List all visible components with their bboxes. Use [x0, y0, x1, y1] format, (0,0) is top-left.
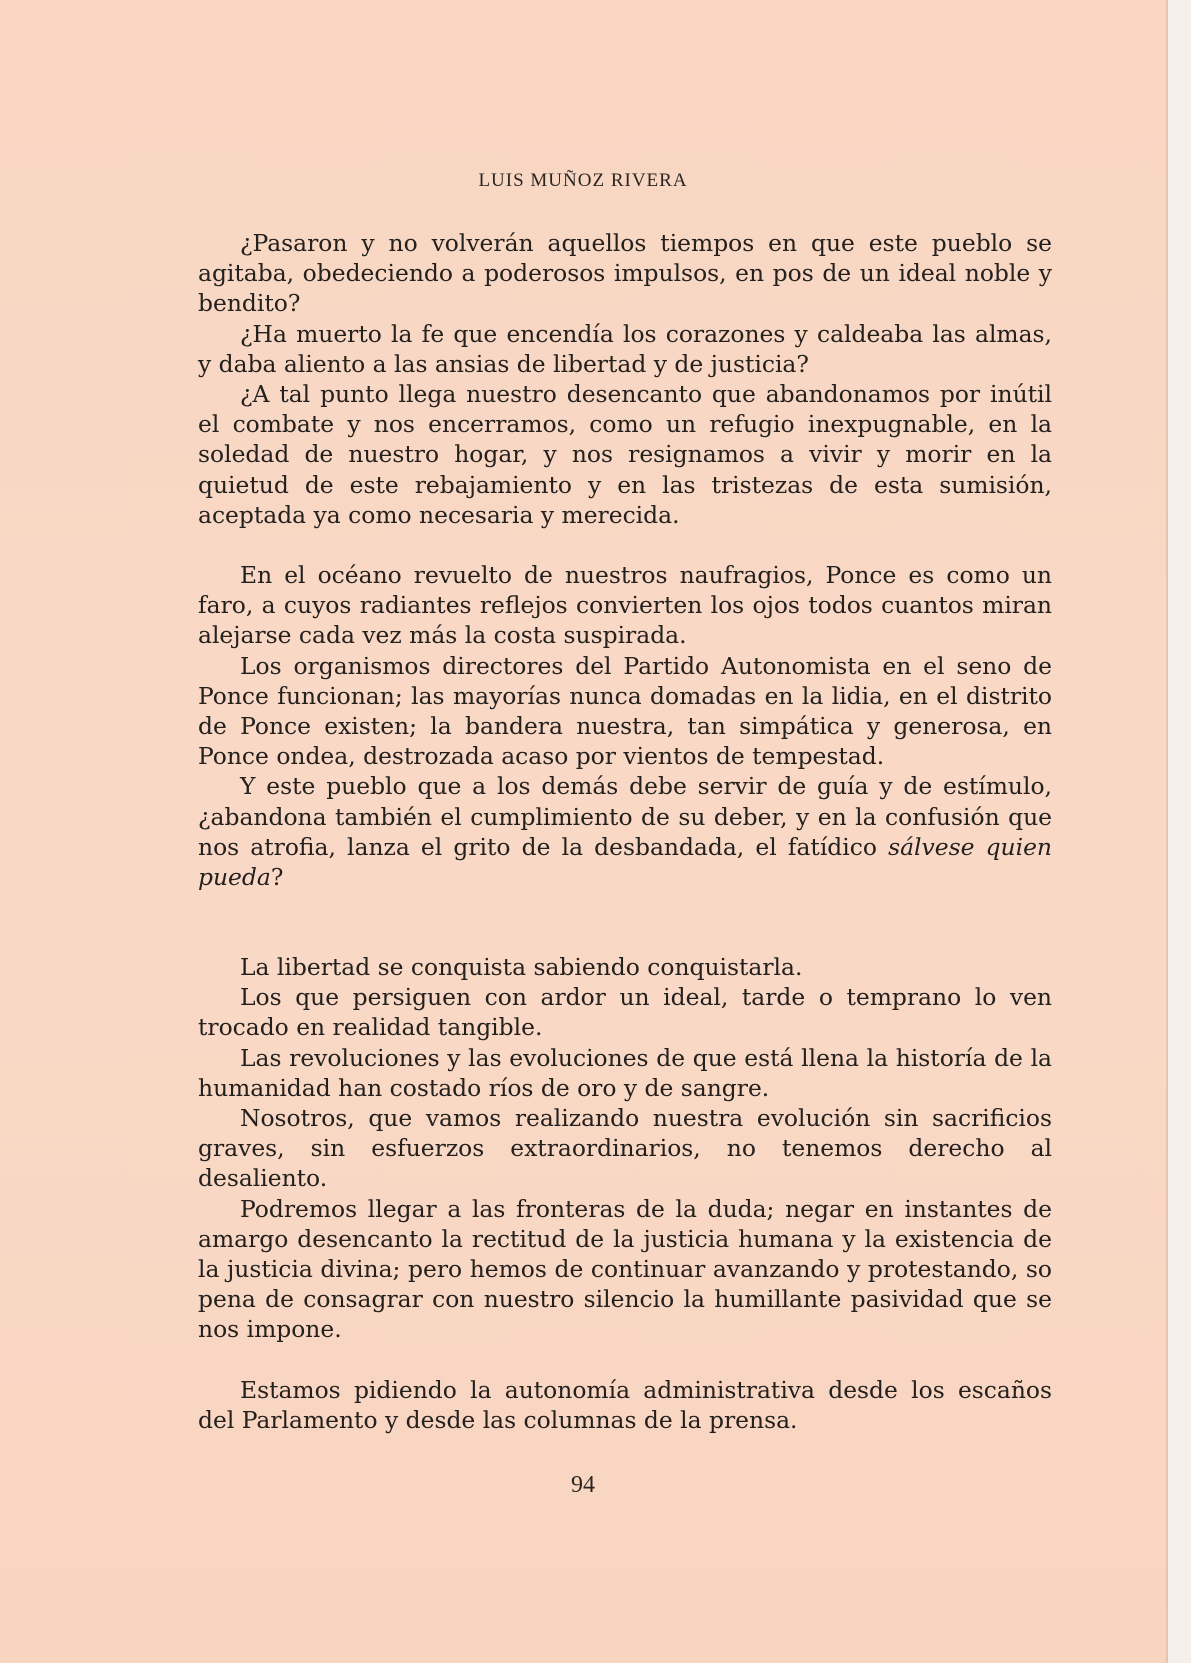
page-body-section-4	[198, 1375, 1052, 1435]
paragraph: Estamos pidiendo la autonomía administrativa desde los escaños del Parlamento y desde las columnas de la prensa.	[198, 1376, 1052, 1435]
paragraph: La libertad se conquista sabiendo conquistarla.	[240, 953, 803, 981]
paragraph: ¿A tal punto llega nuestro desencanto que abandonamos por inútil el combate y nos encerramos, como un refugio inexpugnable, en la soledad de nuestro hogar, y nos resignamos a vivir y morir en la quietud de este rebajamiento y en las tristezas de esta sumisión, aceptada ya como necesaria y merecida.	[198, 380, 1052, 529]
page-body-section-3	[198, 952, 1052, 1345]
paragraph: Los organismos directores del Partido Autonomista en el seno de Ponce funcionan; las mayorías nunca domadas en la lidia, en el distrito de Ponce existen; la bandera nuestra, tan simpática y generosa, en Ponce ondea, destrozada acaso por vientos de tempestad.	[198, 651, 1052, 771]
paragraph: ¿Pasaron y no volverán aquellos tiempos en que este pueblo se agitaba, obedeciendo a poderosos impulsos, en pos de un ideal noble y bendito?	[198, 229, 1052, 318]
paragraph	[198, 771, 1052, 892]
paragraph: Los que persiguen con ardor un ideal, tarde o temprano lo ven trocado en realidad tangible.	[198, 983, 1052, 1042]
running-header: LUIS MUÑOZ RIVERA	[478, 170, 688, 191]
paragraph: ¿Ha muerto la fe que encendía los corazones y caldeaba las almas, y daba aliento a las ansias de libertad y de justicia?	[198, 319, 1052, 378]
paragraph-text: Y este pueblo que a los demás debe servir de guía y de estímulo, ¿abandona también el cumplimiento de su deber, y en la confusión que nos atrofia, lanza el grito de la desbandada, el fatídico	[198, 772, 1052, 861]
emphasis-text: sálvese quien pueda	[198, 832, 1052, 892]
paragraph: Las revoluciones y las evoluciones de que está llena la historía de la humanidad han costado ríos de oro y de sangre.	[198, 1043, 1052, 1102]
paragraph-punctuation: ?	[270, 863, 284, 892]
page-body-section-2	[198, 560, 1052, 892]
paragraph: En el océano revuelto de nuestros naufragios, Ponce es como un faro, a cuyos radiantes reflejos convierten los ojos todos cuantos miran alejarse cada vez más la costa suspirada.	[198, 561, 1052, 650]
page-number: 94	[571, 1472, 595, 1498]
paragraph: Nosotros, que vamos realizando nuestra evolución sin sacrificios graves, sin esfuerzos extraordinarios, no tenemos derecho al desaliento.	[198, 1104, 1052, 1193]
paragraph: Podremos llegar a las fronteras de la duda; negar en instantes de amargo desencanto la rectitud de la justicia humana y la existencia de la justicia divina; pero hemos de continuar avanzando y protestando, so pena de consagrar con nuestro silencio la humillante pasividad que se nos impone.	[198, 1194, 1052, 1344]
page-body	[198, 228, 1052, 530]
